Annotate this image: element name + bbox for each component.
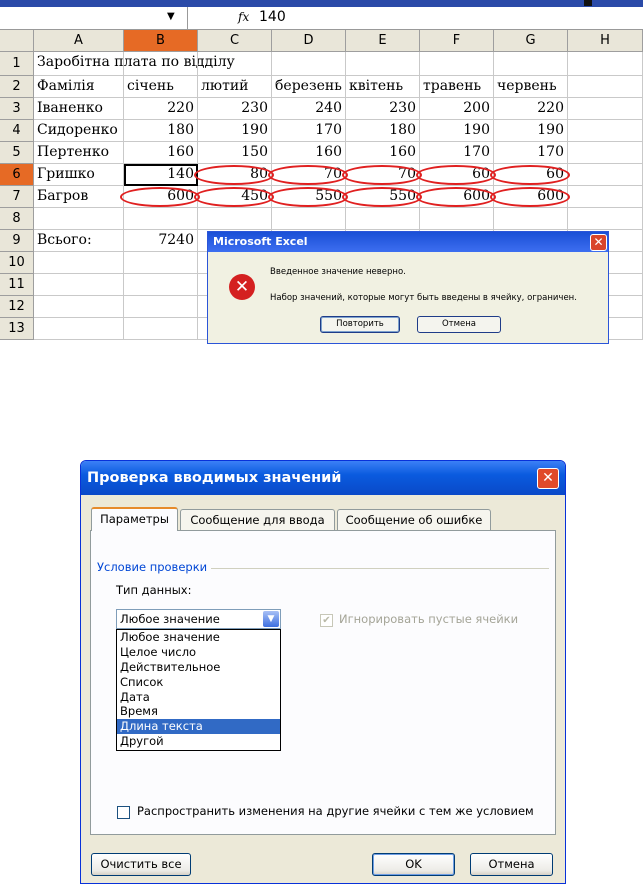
chevron-down-icon[interactable]: ▼ bbox=[167, 11, 175, 22]
cell-e4[interactable]: 180 bbox=[346, 120, 420, 142]
cell-f6[interactable]: 60 bbox=[420, 164, 494, 186]
cell-g7[interactable]: 600 bbox=[494, 186, 568, 208]
error-dialog-title: Microsoft Excel bbox=[208, 232, 608, 252]
cell-h5[interactable] bbox=[568, 142, 643, 164]
cell-e7[interactable]: 550 bbox=[346, 186, 420, 208]
name-box[interactable] bbox=[0, 7, 188, 29]
cell-c3[interactable]: 230 bbox=[198, 98, 272, 120]
row-header-1[interactable]: 1 bbox=[0, 52, 34, 76]
row-header-9[interactable]: 9 bbox=[0, 230, 34, 252]
row-header-12[interactable]: 12 bbox=[0, 296, 34, 318]
data-type-option[interactable]: Целое число bbox=[120, 644, 197, 659]
invalid-data-circle bbox=[342, 187, 422, 207]
column-header-b[interactable]: B bbox=[124, 30, 198, 52]
row-header-7[interactable]: 7 bbox=[0, 186, 34, 208]
cell-e8[interactable] bbox=[346, 208, 420, 230]
cell-a4[interactable]: Сидоренко bbox=[34, 120, 124, 142]
cell-b6[interactable]: 140 bbox=[124, 164, 198, 186]
invalid-data-circle bbox=[416, 187, 496, 207]
invalid-data-circle bbox=[342, 165, 422, 185]
cell-c6[interactable]: 80 bbox=[198, 164, 272, 186]
cell-b1[interactable] bbox=[124, 52, 198, 76]
cell-f1[interactable] bbox=[420, 52, 494, 76]
cell-a12[interactable] bbox=[34, 296, 124, 318]
cell-e2[interactable]: квітень bbox=[346, 76, 420, 98]
column-header-g[interactable]: G bbox=[494, 30, 568, 52]
error-detail: Набор значений, которые могут быть введены в ячейку, ограничен. bbox=[270, 293, 577, 303]
cell-a5[interactable]: Пертенко bbox=[34, 142, 124, 164]
cell-g5[interactable]: 170 bbox=[494, 142, 568, 164]
window-scroll-knob bbox=[584, 0, 592, 6]
clear-all-button[interactable]: Очистить все bbox=[91, 853, 191, 876]
data-type-label: Тип данных: bbox=[116, 583, 192, 597]
chevron-down-icon[interactable]: ▼ bbox=[263, 611, 279, 627]
data-type-option[interactable]: Действительное bbox=[120, 659, 221, 674]
cell-b13[interactable] bbox=[124, 318, 198, 340]
cell-c5[interactable]: 150 bbox=[198, 142, 272, 164]
cell-h7[interactable] bbox=[568, 186, 643, 208]
cell-b11[interactable] bbox=[124, 274, 198, 296]
cell-h3[interactable] bbox=[568, 98, 643, 120]
row-header-13[interactable]: 13 bbox=[0, 318, 34, 340]
cell-a13[interactable] bbox=[34, 318, 124, 340]
error-dialog bbox=[207, 231, 609, 344]
invalid-data-circle bbox=[194, 187, 274, 207]
data-type-value: Любое значение bbox=[120, 612, 220, 626]
row-header-10[interactable]: 10 bbox=[0, 252, 34, 274]
cell-a8[interactable] bbox=[34, 208, 124, 230]
data-type-select[interactable] bbox=[116, 609, 281, 629]
cell-b7[interactable]: 600 bbox=[124, 186, 198, 208]
cell-c1[interactable] bbox=[198, 52, 272, 76]
data-type-option[interactable]: Длина текста bbox=[117, 719, 280, 734]
column-header-h[interactable]: H bbox=[568, 30, 643, 52]
invalid-data-circle bbox=[490, 165, 570, 185]
error-message: Введенное значение неверно. bbox=[270, 267, 406, 277]
ignore-blank-checkbox[interactable]: ✔ bbox=[320, 614, 333, 627]
row-header-4[interactable]: 4 bbox=[0, 120, 34, 142]
cell-c2[interactable]: лютий bbox=[198, 76, 272, 98]
cancel-button[interactable]: Отмена bbox=[470, 853, 553, 876]
invalid-data-circle bbox=[268, 165, 348, 185]
data-validation-dialog bbox=[80, 460, 566, 884]
column-header-c[interactable]: C bbox=[198, 30, 272, 52]
invalid-data-circle bbox=[120, 187, 200, 207]
cell-d1[interactable] bbox=[272, 52, 346, 76]
cell-h6[interactable] bbox=[568, 164, 643, 186]
window-top-strip bbox=[0, 0, 643, 7]
cell-f8[interactable] bbox=[420, 208, 494, 230]
cell-a2[interactable]: Фамілія bbox=[34, 76, 124, 98]
cell-d4[interactable]: 170 bbox=[272, 120, 346, 142]
cell-e6[interactable]: 70 bbox=[346, 164, 420, 186]
row-header-8[interactable]: 8 bbox=[0, 208, 34, 230]
cell-g4[interactable]: 190 bbox=[494, 120, 568, 142]
formula-bar bbox=[0, 7, 643, 30]
tab-error-alert[interactable]: Сообщение об ошибке bbox=[337, 509, 491, 531]
column-header-f[interactable]: F bbox=[420, 30, 494, 52]
cell-b12[interactable] bbox=[124, 296, 198, 318]
cell-c7[interactable]: 450 bbox=[198, 186, 272, 208]
row-header-2[interactable]: 2 bbox=[0, 76, 34, 98]
cell-a10[interactable] bbox=[34, 252, 124, 274]
cell-a1[interactable]: Заробітна плата по відділу bbox=[34, 52, 124, 76]
tab-input-message[interactable]: Сообщение для ввода bbox=[180, 509, 335, 531]
cancel-button[interactable]: Отмена bbox=[417, 316, 501, 333]
cell-g8[interactable] bbox=[494, 208, 568, 230]
cell-a9[interactable]: Всього: bbox=[34, 230, 124, 252]
cell-c8[interactable] bbox=[198, 208, 272, 230]
select-all-corner[interactable] bbox=[0, 30, 34, 52]
tab-panel bbox=[90, 530, 556, 835]
ok-button[interactable]: OK bbox=[372, 853, 455, 876]
cell-a6[interactable]: Гришко bbox=[34, 164, 124, 186]
cell-e5[interactable]: 160 bbox=[346, 142, 420, 164]
cell-g6[interactable]: 60 bbox=[494, 164, 568, 186]
cell-b2[interactable]: січень bbox=[124, 76, 198, 98]
data-type-option[interactable]: Время bbox=[120, 704, 158, 719]
cell-e1[interactable] bbox=[346, 52, 420, 76]
retry-button[interactable]: Повторить bbox=[320, 316, 400, 333]
cell-f7[interactable]: 600 bbox=[420, 186, 494, 208]
data-type-listbox[interactable] bbox=[116, 629, 281, 751]
cell-d3[interactable]: 240 bbox=[272, 98, 346, 120]
error-icon: ✕ bbox=[229, 274, 255, 300]
row-header-5[interactable]: 5 bbox=[0, 142, 34, 164]
cell-h8[interactable] bbox=[568, 208, 643, 230]
dialog-title: Проверка вводимых значений bbox=[81, 461, 565, 495]
cell-f4[interactable]: 190 bbox=[420, 120, 494, 142]
invalid-data-circle bbox=[490, 187, 570, 207]
group-title: Условие проверки bbox=[97, 560, 211, 574]
cell-h1[interactable] bbox=[568, 52, 643, 76]
cell-a11[interactable] bbox=[34, 274, 124, 296]
close-icon[interactable]: ✕ bbox=[590, 234, 607, 251]
cell-d6[interactable]: 70 bbox=[272, 164, 346, 186]
cell-b3[interactable]: 220 bbox=[124, 98, 198, 120]
data-type-option[interactable]: Другой bbox=[120, 734, 164, 749]
invalid-data-circle bbox=[416, 165, 496, 185]
cell-g2[interactable]: червень bbox=[494, 76, 568, 98]
cell-d8[interactable] bbox=[272, 208, 346, 230]
cell-d7[interactable]: 550 bbox=[272, 186, 346, 208]
cell-d5[interactable]: 160 bbox=[272, 142, 346, 164]
data-type-option[interactable]: Любое значение bbox=[120, 630, 220, 644]
cell-g3[interactable]: 220 bbox=[494, 98, 568, 120]
data-type-option[interactable]: Список bbox=[120, 674, 164, 689]
row-header-3[interactable]: 3 bbox=[0, 98, 34, 120]
tab-parameters[interactable]: Параметры bbox=[91, 507, 178, 531]
close-icon[interactable]: ✕ bbox=[537, 468, 559, 489]
ignore-blank-label: Игнорировать пустые ячейки bbox=[339, 612, 519, 626]
cell-b5[interactable]: 160 bbox=[124, 142, 198, 164]
formula-input[interactable]: 140 bbox=[259, 9, 286, 25]
cell-h2[interactable] bbox=[568, 76, 643, 98]
cell-b4[interactable]: 180 bbox=[124, 120, 198, 142]
column-header-e[interactable]: E bbox=[346, 30, 420, 52]
row-header-6[interactable]: 6 bbox=[0, 164, 34, 186]
cell-f5[interactable]: 170 bbox=[420, 142, 494, 164]
column-header-d[interactable]: D bbox=[272, 30, 346, 52]
invalid-data-circle bbox=[268, 187, 348, 207]
cell-b10[interactable] bbox=[124, 252, 198, 274]
fx-icon[interactable]: fx bbox=[238, 10, 250, 24]
cell-b8[interactable] bbox=[124, 208, 198, 230]
column-header-a[interactable]: A bbox=[34, 30, 124, 52]
cell-a3[interactable]: Іваненко bbox=[34, 98, 124, 120]
cell-c4[interactable]: 190 bbox=[198, 120, 272, 142]
cell-g1[interactable] bbox=[494, 52, 568, 76]
data-type-option[interactable]: Дата bbox=[120, 689, 150, 704]
invalid-data-circle bbox=[194, 165, 274, 185]
cell-f2[interactable]: травень bbox=[420, 76, 494, 98]
cell-b9[interactable]: 7240 bbox=[124, 230, 198, 252]
apply-to-all-checkbox[interactable] bbox=[117, 806, 130, 819]
cell-e3[interactable]: 230 bbox=[346, 98, 420, 120]
cell-h4[interactable] bbox=[568, 120, 643, 142]
row-header-11[interactable]: 11 bbox=[0, 274, 34, 296]
cell-d2[interactable]: березень bbox=[272, 76, 346, 98]
cell-a7[interactable]: Багров bbox=[34, 186, 124, 208]
cell-f3[interactable]: 200 bbox=[420, 98, 494, 120]
apply-to-all-label: Распространить изменения на другие ячейки с тем же условием bbox=[137, 804, 534, 818]
